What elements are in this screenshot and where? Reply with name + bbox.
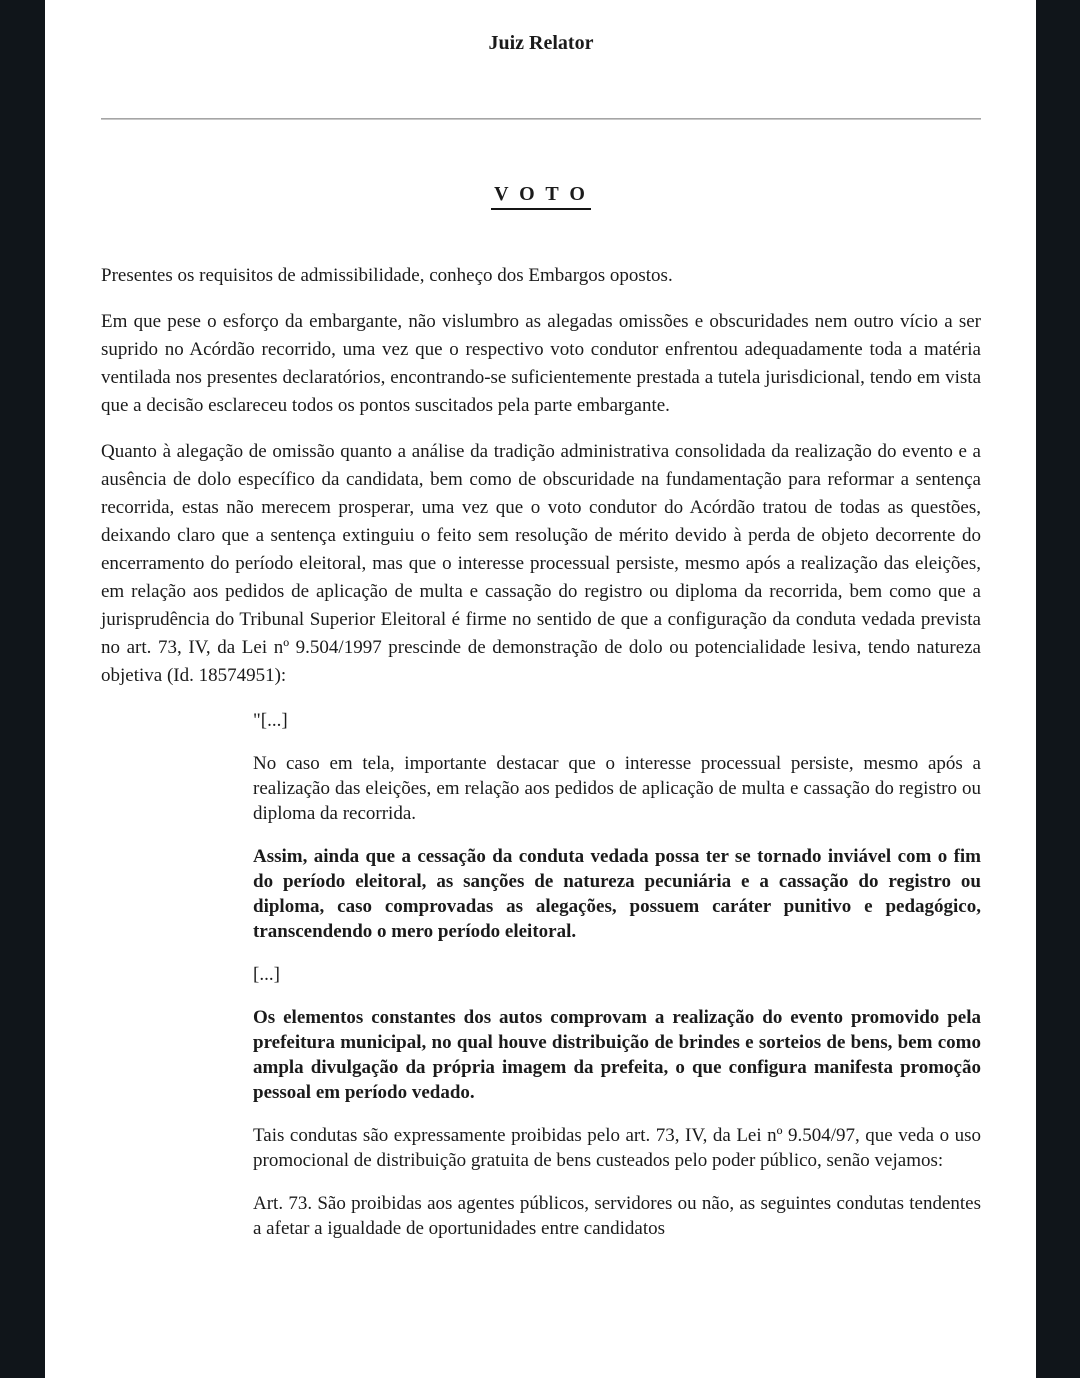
document-page [45, 0, 1036, 1378]
section-heading-text: V O T O [491, 183, 591, 210]
quote-paragraph-cessacao-conduta: Assim, ainda que a cessação da conduta vedada possa ter se tornado inviável com o fim do período eleitoral, as sanções de natureza pecuniária e a cassação do registro ou diploma, caso comprovadas as alegações, possuem caráter punitivo e pedagógico, transcendendo o mero período eleitoral. [253, 846, 981, 942]
paragraph-alegacao-omissao: Quanto à alegação de omissão quanto a análise da tradição administrativa consolidada da realização do evento e a ausência de dolo específico da candidata, bem como de obscuridade na fundamentação para reformar a sentença recorrida, estas não merecem prosperar, uma vez que o voto condutor do Acórdão tratou de todas as questões, deixando claro que a sentença extinguiu o feito sem resolução de mérito devido à perda de objeto decorrente do encerramento do período eleitoral, mas que o interesse processual persiste, mesmo após a realização das eleições, em relação aos pedidos de aplicação de multa e cassação do registro ou diploma da recorrida, bem como que a jurisprudência do Tribunal Superior Eleitoral é firme no sentido de que a configuração da conduta vedada prevista no art. 73, IV, da Lei nº 9.504/1997 prescinde de demonstração de dolo ou potencialidade lesiva, tendo natureza objetiva (Id. 18574951): [101, 441, 981, 686]
paragraph-admissibilidade: Presentes os requisitos de admissibilidade, conheço dos Embargos opostos. [101, 265, 673, 286]
quote-paragraph-tais-condutas: Tais condutas são expressamente proibidas pelo art. 73, IV, da Lei nº 9.504/97, que veda o uso promocional de distribuição gratuita de bens custeados pelo poder público, senão vejamos: [253, 1125, 981, 1171]
quote-paragraph-elementos-autos: Os elementos constantes dos autos comprovam a realização do evento promovido pela prefeitura municipal, no qual houve distribuição de brindes e sorteios de bens, bem como ampla divulgação da própria imagem da prefeita, o que configura manifesta promoção pessoal em período vedado. [253, 1007, 981, 1103]
header-divider [101, 118, 981, 120]
section-heading-voto [101, 183, 981, 210]
paragraph-esforco-embargante: Em que pese o esforço da embargante, não vislumbro as alegadas omissões e obscuridades nem outro vício a ser suprido no Acórdão recorrido, uma vez que o respectivo voto condutor enfrentou adequadamente toda a matéria ventilada nos presentes declaratórios, encontrando-se suficientemente prestada a tutela jurisdicional, tendo em vista que a decisão esclareceu todos os pontos suscitados pela parte embargante. [101, 311, 981, 416]
doc-header-title: Juiz Relator [488, 32, 594, 54]
quote-paragraph-interesse-processual: No caso em tela, importante destacar que o interesse processual persiste, mesmo após a realização das eleições, em relação aos pedidos de aplicação de multa e cassação do registro ou diploma da recorrida. [253, 753, 981, 824]
quote-ellipsis: [...] [253, 964, 280, 985]
quote-paragraph-art-73: Art. 73. São proibidas aos agentes públicos, servidores ou não, as seguintes condutas tendentes a afetar a igualdade de oportunidades entre candidatos [253, 1193, 981, 1239]
quote-opening-bracket: "[...] [253, 710, 288, 731]
